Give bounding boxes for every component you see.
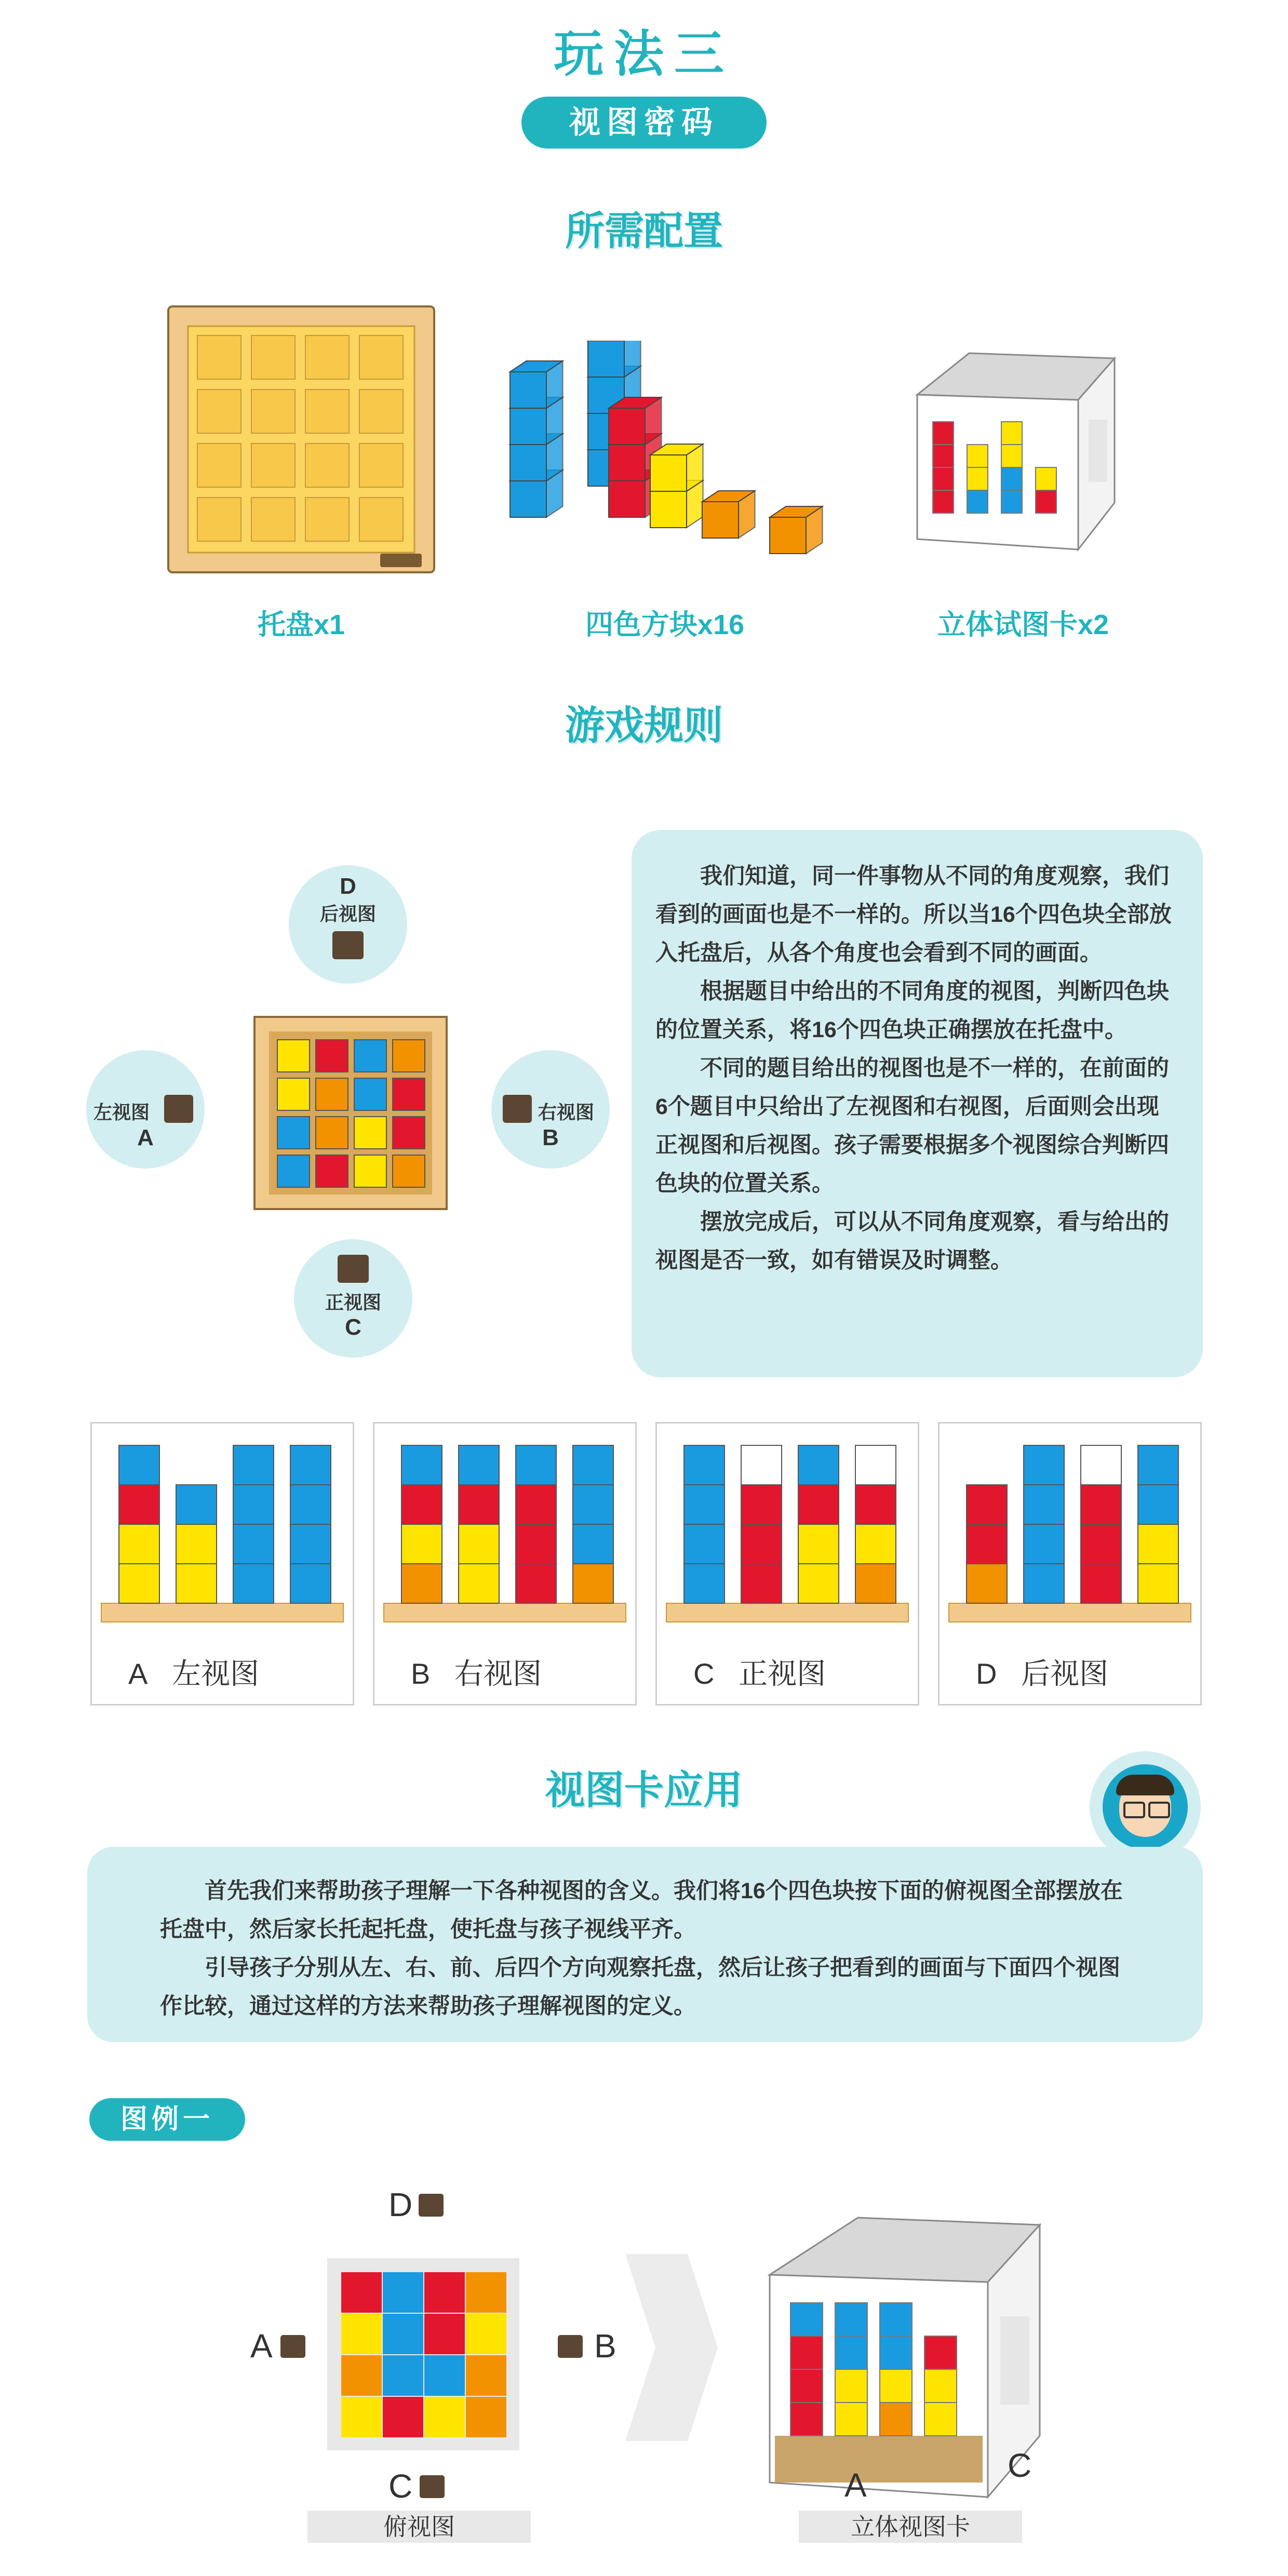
tray-block xyxy=(354,1078,386,1110)
application-text-box xyxy=(87,1847,1203,2042)
tray-block xyxy=(354,1040,386,1072)
view-card-block xyxy=(798,1564,839,1603)
right-view-marker xyxy=(491,1050,610,1169)
view-card-chart xyxy=(374,1424,635,1631)
tray-block xyxy=(393,1040,425,1072)
application-heading: 视图卡应用 xyxy=(545,1768,743,1813)
tray-caption: 托盘x1 xyxy=(257,609,345,640)
view-card-block xyxy=(119,1564,159,1603)
view-card-box-image xyxy=(912,347,1120,555)
tray-cell xyxy=(251,390,295,433)
block-front xyxy=(510,445,546,481)
viewer-icon xyxy=(503,1095,532,1123)
block-front xyxy=(650,491,687,528)
view-card-block xyxy=(233,1485,274,1524)
example-label-c: C xyxy=(388,2467,413,2505)
tray-block xyxy=(354,1117,386,1149)
tray-block xyxy=(277,1117,310,1149)
view-card-block xyxy=(290,1564,331,1603)
rules-paragraph: 不同的题目给出的视图也是不一样的，在前面的6个题目中只给出了左视图和右视图，后面则会出现正视图和后视图。孩子需要根据多个视图综合判断四色块的位置关系。 xyxy=(655,1056,1169,1196)
example-card-block xyxy=(835,2303,867,2336)
tray-cell xyxy=(197,498,241,541)
tray-cell xyxy=(305,498,349,541)
tray-image xyxy=(167,305,435,573)
view-card-block xyxy=(573,1524,613,1564)
box-card-block xyxy=(933,467,954,490)
block-front xyxy=(650,455,687,491)
back-view-marker xyxy=(289,865,407,984)
rules-text-box xyxy=(632,830,1203,1377)
tray-block xyxy=(316,1117,348,1149)
block-front xyxy=(609,408,645,445)
example-label-d: D xyxy=(388,2186,413,2223)
left-view-name: 左视图 xyxy=(93,1102,150,1123)
top-view-block xyxy=(424,2396,465,2438)
box-card-block xyxy=(1036,467,1056,490)
view-card-block xyxy=(401,1445,442,1485)
view-card-block xyxy=(176,1485,217,1524)
example-label-a: A xyxy=(250,2327,273,2365)
example-view-card-box xyxy=(759,2212,1050,2503)
tray-cell xyxy=(359,498,403,541)
top-view-block xyxy=(382,2313,424,2355)
view-card-caption-example: 立体视图卡 xyxy=(799,2511,1022,2543)
arrow-right-icon xyxy=(625,2254,719,2441)
block-front xyxy=(510,372,546,408)
view-card-block xyxy=(1081,1524,1121,1564)
back-view-letter: D xyxy=(340,874,356,899)
view-card-block xyxy=(967,1564,1007,1603)
view-card-block xyxy=(684,1485,725,1524)
viewer-icon xyxy=(419,2194,444,2217)
view-card-block xyxy=(233,1564,274,1603)
tray-block xyxy=(393,1117,425,1149)
view-card-block xyxy=(516,1485,556,1524)
view-card-front xyxy=(655,1422,919,1706)
left-view-letter: A xyxy=(137,1125,154,1150)
example-card-block xyxy=(790,2336,823,2369)
box-card-block xyxy=(967,445,988,467)
view-card-block xyxy=(1138,1445,1178,1485)
view-card-block xyxy=(401,1564,442,1603)
tray-block xyxy=(354,1155,386,1187)
front-view-marker xyxy=(294,1239,412,1358)
view-card-block xyxy=(1024,1564,1064,1603)
view-card-block xyxy=(798,1524,839,1564)
box-card-block xyxy=(1001,445,1022,467)
box-card-block xyxy=(967,467,988,490)
view-card-block xyxy=(290,1524,331,1564)
view-card-block xyxy=(119,1524,159,1564)
view-card-block xyxy=(1024,1524,1064,1564)
top-view-grid xyxy=(341,2272,507,2438)
block-front xyxy=(510,481,546,517)
example-card-block xyxy=(924,2403,957,2436)
top-view-block xyxy=(424,2272,465,2313)
box-card-block xyxy=(1001,422,1022,445)
view-card-block xyxy=(119,1485,159,1524)
example-card-block xyxy=(835,2369,867,2403)
view-card-block xyxy=(684,1524,725,1564)
tray-cell xyxy=(251,444,295,487)
view-card-block xyxy=(233,1524,274,1564)
view-name: 后视图 xyxy=(1021,1657,1109,1690)
example-card-block xyxy=(880,2336,912,2369)
view-card-block xyxy=(1081,1485,1121,1524)
tray-layout-diagram xyxy=(253,1016,448,1210)
rules-paragraph: 我们知道，同一件事物从不同的角度观察，我们看到的画面也是不一样的。所以当16个四色块全部放入托盘后，从各个角度也会看到不同的画面。 xyxy=(655,864,1172,965)
top-view-block xyxy=(341,2396,382,2438)
view-name: 左视图 xyxy=(172,1657,260,1690)
tray-cell xyxy=(359,444,403,487)
view-card-block xyxy=(855,1564,896,1603)
top-view-block xyxy=(424,2313,465,2355)
view-card-block xyxy=(233,1445,274,1485)
tray-block xyxy=(277,1040,310,1072)
view-card-block xyxy=(1024,1485,1064,1524)
view-name: 右视图 xyxy=(454,1657,542,1690)
view-card-block xyxy=(573,1485,613,1524)
example-card-block xyxy=(790,2303,823,2336)
view-card-block xyxy=(573,1445,613,1485)
view-card-block xyxy=(1138,1564,1178,1603)
tray-cell xyxy=(305,444,349,487)
top-view-block xyxy=(465,2272,507,2313)
tray-cell xyxy=(251,498,295,541)
example-card-block xyxy=(835,2336,867,2369)
viewer-icon xyxy=(338,1255,369,1283)
view-card-block xyxy=(459,1524,499,1564)
color-blocks-image xyxy=(500,341,842,564)
left-view-marker xyxy=(86,1050,205,1169)
back-view-name: 后视图 xyxy=(319,903,376,924)
tray-block xyxy=(316,1040,348,1072)
view-card-block xyxy=(176,1524,217,1564)
right-view-name: 右视图 xyxy=(538,1102,595,1123)
example-card-block xyxy=(880,2403,912,2436)
top-view-block xyxy=(465,2355,507,2396)
example-card-block xyxy=(880,2303,912,2336)
example-tag: 图例一 xyxy=(89,2098,245,2141)
top-view-block xyxy=(465,2396,507,2438)
top-view-block xyxy=(382,2396,424,2438)
top-view-block xyxy=(341,2313,382,2355)
example-card-block xyxy=(790,2403,823,2436)
block-front xyxy=(770,517,806,554)
viewer-icon xyxy=(332,931,364,959)
view-card-base xyxy=(101,1603,343,1622)
view-card-block xyxy=(119,1445,159,1485)
view-card-block xyxy=(798,1445,839,1485)
block-front xyxy=(609,445,645,481)
view-card-block xyxy=(516,1524,556,1564)
box-card-block xyxy=(933,490,954,513)
view-card-block xyxy=(459,1485,499,1524)
block-front xyxy=(609,481,645,517)
box-card-block xyxy=(1001,467,1022,490)
tray-block xyxy=(316,1155,348,1187)
view-card-base xyxy=(384,1603,626,1622)
view-card-block xyxy=(741,1485,782,1524)
top-view-block xyxy=(341,2355,382,2396)
example-card-block xyxy=(880,2369,912,2403)
tray-cell xyxy=(359,336,403,379)
blocks-caption: 四色方块x16 xyxy=(585,609,745,640)
view-card-block xyxy=(1138,1524,1178,1564)
viewer-icon xyxy=(558,2335,583,2358)
box-card-block xyxy=(933,445,954,467)
view-card-base xyxy=(949,1603,1191,1622)
tray-cell xyxy=(251,336,295,379)
view-card-block xyxy=(290,1445,331,1485)
tray-cell xyxy=(197,390,241,433)
view-card-block xyxy=(1081,1564,1121,1603)
rules-heading: 游戏规则 xyxy=(565,704,723,748)
box-card-block xyxy=(933,422,954,445)
view-card-base xyxy=(666,1603,908,1622)
view-card-block xyxy=(1081,1445,1121,1485)
right-view-letter: B xyxy=(542,1125,559,1150)
view-card-block xyxy=(290,1485,331,1524)
tray-cell xyxy=(305,336,349,379)
view-card-block xyxy=(401,1485,442,1524)
tray-block xyxy=(393,1078,425,1110)
view-card-block xyxy=(573,1564,613,1603)
front-view-letter: C xyxy=(345,1314,361,1340)
view-card-block xyxy=(855,1445,896,1485)
top-view-caption: 俯视图 xyxy=(307,2511,531,2543)
view-letter: A xyxy=(128,1657,148,1690)
top-view-block xyxy=(465,2313,507,2355)
example-label-b: B xyxy=(594,2327,616,2365)
view-card-back xyxy=(938,1422,1202,1706)
example-card-block xyxy=(924,2336,957,2369)
view-letter: C xyxy=(693,1657,715,1690)
tray-cell xyxy=(197,444,241,487)
view-card-block xyxy=(516,1564,556,1603)
tray-block xyxy=(316,1078,348,1110)
view-card-block xyxy=(1024,1445,1064,1485)
top-view-block xyxy=(382,2272,424,2313)
application-paragraph: 首先我们来帮助孩子理解一下各种视图的含义。我们将16个四色块按下面的俯视图全部摆放在托盘中，然后家长托起托盘，使托盘与孩子视线平齐。 xyxy=(160,1879,1123,1942)
teacher-avatar xyxy=(1090,1751,1201,1862)
tray-block xyxy=(393,1155,425,1187)
view-card-block xyxy=(459,1564,499,1603)
block-front xyxy=(702,502,739,538)
view-card-block xyxy=(516,1445,556,1485)
view-card-left xyxy=(90,1422,354,1706)
tray-cell xyxy=(359,390,403,433)
card-label-c: C xyxy=(1008,2447,1032,2484)
view-name: 正视图 xyxy=(739,1657,826,1690)
view-card-block xyxy=(684,1564,725,1603)
top-view-block xyxy=(424,2355,465,2396)
view-letter: D xyxy=(976,1657,997,1690)
top-view-block xyxy=(341,2272,382,2313)
rules-paragraph: 摆放完成后，可以从不同角度观察，看与给出的视图是否一致，如有错误及时调整。 xyxy=(655,1210,1169,1273)
view-card-block xyxy=(967,1485,1007,1524)
view-letter: B xyxy=(411,1657,431,1690)
box-card-block xyxy=(1036,490,1056,513)
front-view-name: 正视图 xyxy=(325,1292,381,1313)
viewer-icon xyxy=(280,2335,305,2358)
config-heading: 所需配置 xyxy=(565,209,723,253)
tray-block xyxy=(277,1155,310,1187)
view-card-block xyxy=(741,1564,782,1603)
example-card-block xyxy=(924,2369,957,2403)
view-card-chart xyxy=(92,1424,353,1631)
view-card-block xyxy=(967,1524,1007,1564)
view-card-block xyxy=(741,1524,782,1564)
view-card-block xyxy=(741,1445,782,1485)
view-card-block xyxy=(459,1445,499,1485)
tray-cell xyxy=(197,336,241,379)
tray-cell xyxy=(305,390,349,433)
view-card-block xyxy=(1138,1485,1178,1524)
view-card-chart xyxy=(940,1424,1200,1631)
viewer-icon xyxy=(164,1095,193,1123)
mode-subtitle-badge: 视图密码 xyxy=(521,97,767,149)
page-title: 玩法三 xyxy=(554,26,734,82)
application-paragraph: 引导孩子分别从左、右、前、后四个方向观察托盘，然后让孩子把看到的画面与下面四个视图作比较，通过这样的方法来帮助孩子理解视图的定义。 xyxy=(160,1955,1120,2019)
view-card-block xyxy=(401,1524,442,1564)
example-card-block xyxy=(790,2369,823,2403)
block-front xyxy=(510,408,546,445)
card-label-a: A xyxy=(844,2466,867,2504)
view-card-block xyxy=(176,1564,217,1603)
box-card-block xyxy=(967,490,988,513)
view-card-block xyxy=(855,1524,896,1564)
view-card-block xyxy=(855,1485,896,1524)
view-card-right xyxy=(373,1422,637,1706)
view-card-caption: 立体试图卡x2 xyxy=(937,609,1109,640)
example-card-block xyxy=(835,2403,867,2436)
view-card-block xyxy=(798,1485,839,1524)
viewer-icon xyxy=(420,2475,445,2498)
block-front xyxy=(588,341,624,377)
top-view-block xyxy=(382,2355,424,2396)
view-card-block xyxy=(684,1445,725,1485)
view-card-chart xyxy=(657,1424,918,1631)
rules-paragraph: 根据题目中给出的不同角度的视图，判断四色块的位置关系，将16个四色块正确摆放在托盘中。 xyxy=(655,979,1169,1042)
box-card-block xyxy=(1001,490,1022,513)
tray-block xyxy=(277,1078,310,1110)
